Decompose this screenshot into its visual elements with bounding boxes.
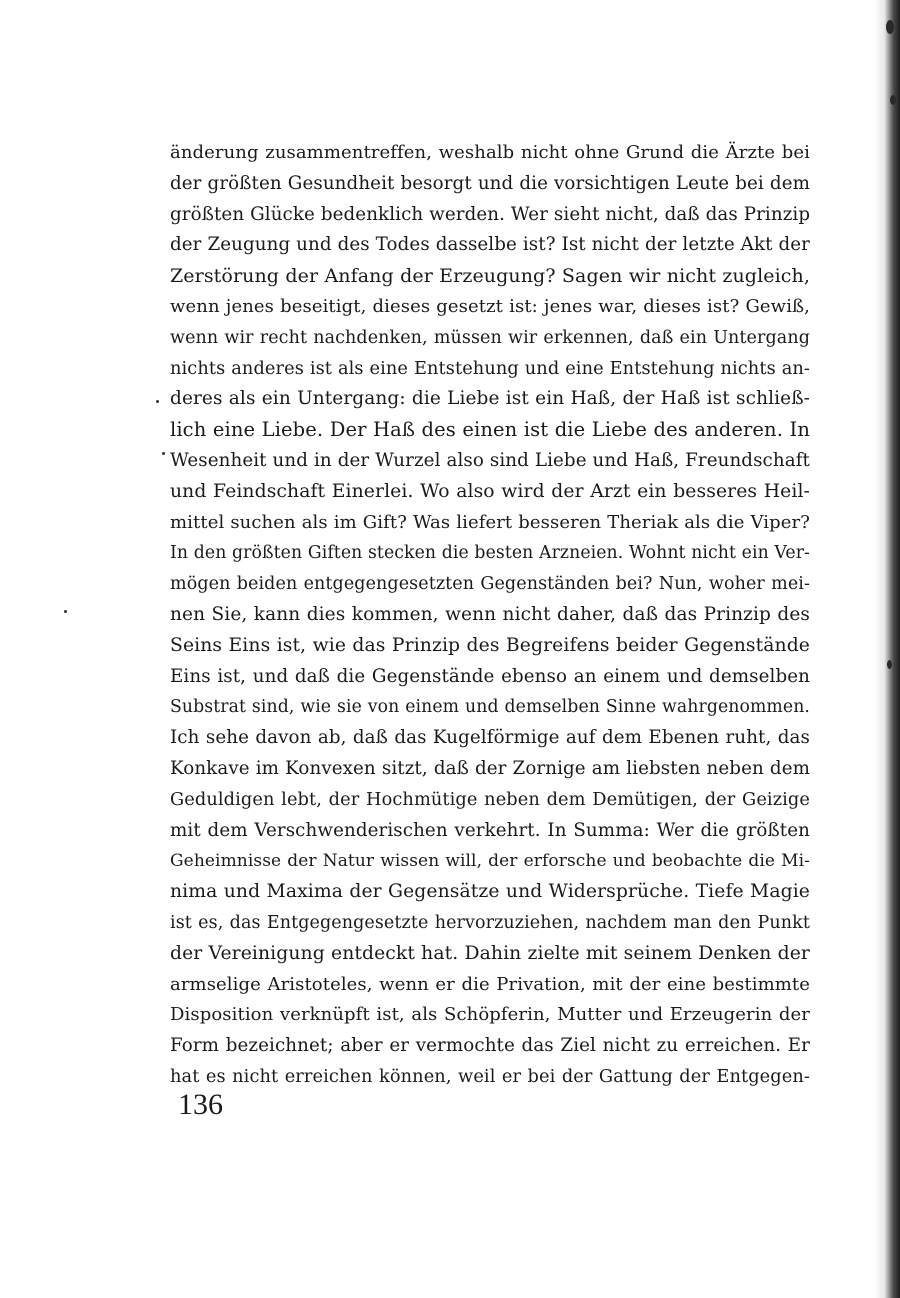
page-edge-shadow bbox=[874, 0, 900, 1298]
text-line: deres als ein Untergang: die Liebe ist ein Haß, der Haß ist schließ- bbox=[170, 388, 810, 410]
body-text bbox=[170, 138, 810, 1093]
text-line: änderung zusammentreffen, weshalb nicht ohne Grund die Ärzte bei bbox=[170, 142, 810, 163]
text-line: der größten Gesundheit besorgt und die vorsichtigen Leute bei dem bbox=[170, 172, 810, 194]
edge-speck bbox=[890, 95, 896, 105]
text-line: wenn wir recht nachdenken, müssen wir erkennen, daß ein Untergang bbox=[170, 327, 810, 348]
text-line: Ich sehe davon ab, daß das Kugelförmige auf dem Ebenen ruht, das bbox=[170, 727, 810, 749]
text-line: hat es nicht erreichen können, weil er bei der Gattung der Entgegen- bbox=[170, 1066, 810, 1087]
margin-mark bbox=[64, 610, 67, 613]
text-line: größten Glücke bedenklich werden. Wer sieht nicht, daß das Prinzip bbox=[170, 203, 811, 225]
text-line: mittel suchen als im Gift? Was liefert besseren Theriak als die Viper? bbox=[170, 511, 810, 533]
edge-speck bbox=[886, 20, 894, 34]
text-line: nima und Maxima der Gegensätze und Widersprüche. Tiefe Magie bbox=[170, 881, 810, 903]
text-line: mögen beiden entgegengesetzten Gegenständen bei? Nun, woher mei- bbox=[170, 574, 810, 595]
text-line: armselige Aristoteles, wenn er die Privation, mit der eine bestimmte bbox=[170, 973, 810, 995]
text-line: Geduldigen lebt, der Hochmütige neben dem Demütigen, der Geizige bbox=[170, 789, 810, 810]
margin-mark bbox=[156, 400, 159, 403]
text-line: In den größten Giften stecken die besten Arzneien. Wohnt nicht ein Ver- bbox=[170, 543, 810, 564]
text-line: der Vereinigung entdeckt hat. Dahin zielte mit seinem Denken der bbox=[170, 942, 810, 964]
page-number: 136 bbox=[178, 1088, 223, 1121]
text-line: der Zeugung und des Todes dasselbe ist? Ist nicht der letzte Akt der bbox=[170, 234, 810, 256]
text-line: nichts anderes ist als eine Entstehung und eine Entstehung nichts an- bbox=[170, 358, 810, 379]
text-line: Wesenheit und in der Wurzel also sind Liebe und Haß, Freundschaft bbox=[170, 449, 810, 471]
text-line: Konkave im Konvexen sitzt, daß der Zornige am liebsten neben dem bbox=[170, 757, 810, 779]
text-line: nen Sie, kann dies kommen, wenn nicht daher, daß das Prinzip des bbox=[170, 603, 810, 625]
text-line: Disposition verknüpft ist, als Schöpferin, Mutter und Erzeugerin der bbox=[170, 1004, 810, 1026]
text-line: wenn jenes beseitigt, dieses gesetzt ist: jenes war, dieses ist? Gewiß, bbox=[170, 295, 810, 317]
margin-mark bbox=[162, 452, 165, 455]
text-line: Zerstörung der Anfang der Erzeugung? Sagen wir nicht zugleich, bbox=[170, 265, 810, 288]
text-line: Geheimnisse der Natur wissen will, der erforsche und beobachte die Mi- bbox=[170, 851, 810, 872]
text-line: Seins Eins ist, wie das Prinzip des Begreifens beider Gegenstände bbox=[170, 634, 810, 656]
text-line: Form bezeichnet; aber er vermochte das Ziel nicht zu erreichen. Er bbox=[170, 1035, 810, 1057]
text-line: und Feindschaft Einerlei. Wo also wird der Arzt ein besseres Heil- bbox=[170, 480, 810, 502]
text-line: lich eine Liebe. Der Haß des einen ist die Liebe des anderen. In bbox=[170, 418, 810, 442]
edge-speck bbox=[887, 660, 892, 669]
text-line: Substrat sind, wie sie von einem und demselben Sinne wahrgenommen. bbox=[170, 697, 810, 718]
text-line: Eins ist, und daß die Gegenstände ebenso an einem und demselben bbox=[170, 665, 810, 687]
text-line: mit dem Verschwenderischen verkehrt. In Summa: Wer die größten bbox=[170, 819, 810, 841]
text-line: ist es, das Entgegengesetzte hervorzuziehen, nachdem man den Punkt bbox=[170, 912, 810, 933]
